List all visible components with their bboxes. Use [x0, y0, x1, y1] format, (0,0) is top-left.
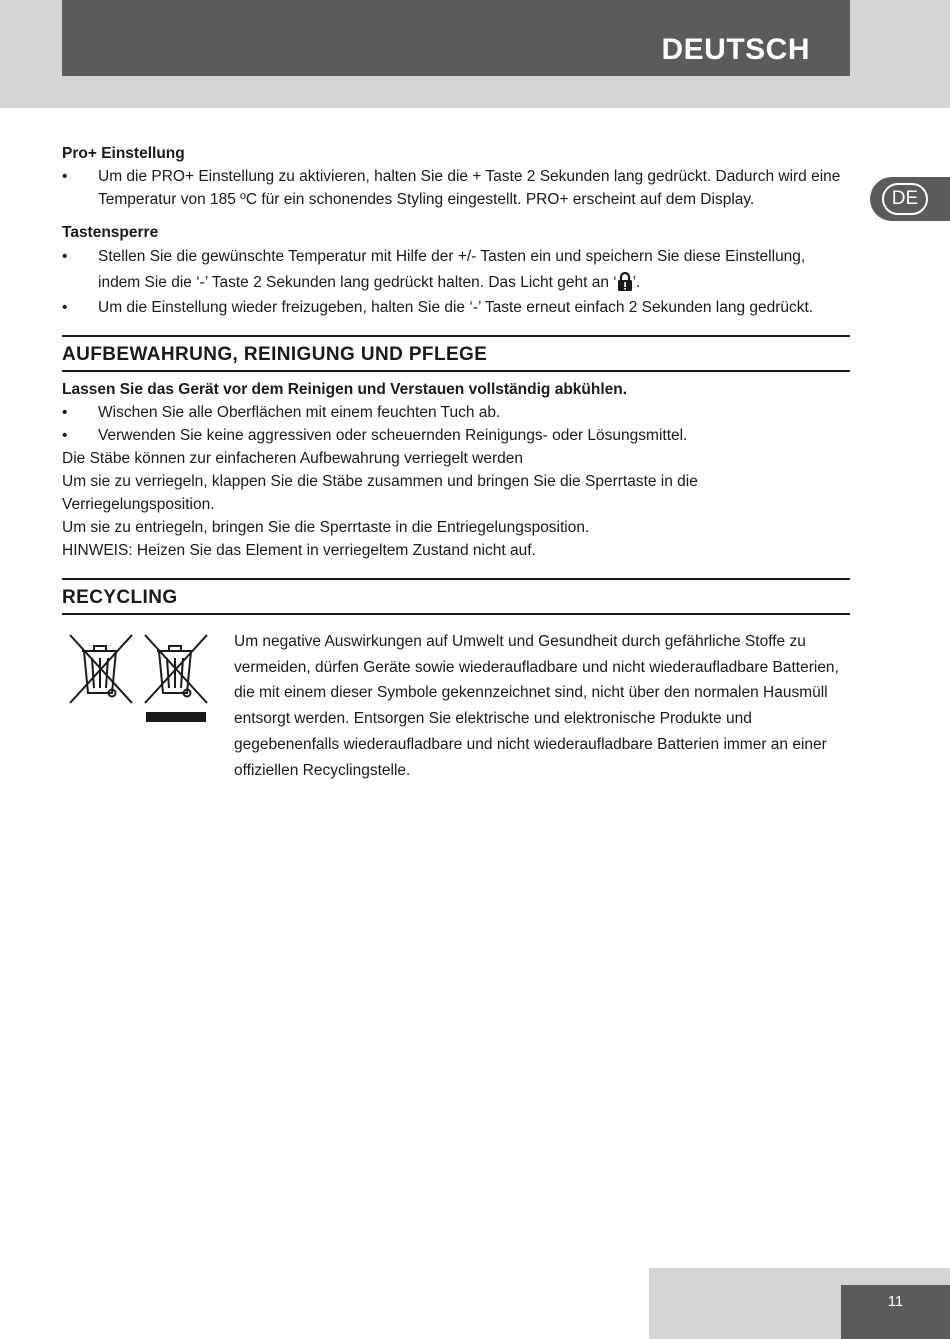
padlock-icon	[617, 271, 633, 291]
page-content	[62, 142, 850, 799]
language-tab	[870, 177, 950, 221]
list-item: • Wischen Sie alle Oberflächen mit einem feuchten Tuch ab.	[62, 401, 850, 424]
care-warning: Lassen Sie das Gerät vor dem Reinigen und Verstauen vollständig abkühlen.	[62, 381, 628, 398]
recycling-text: Um negative Auswirkungen auf Umwelt und Gesundheit durch gefährliche Stoffe zu vermeiden, dürfen Geräte sowie wiederaufladbare und nicht wiederaufladbare Batterien, die mit einem dieser Symbole gekennzeichnet sind, nicht über den normalen Hausmüll entsorgt werden. Entsorgen Sie elektrische und elektronische Produkte und gegebenenfalls wiederaufladbare und nicht wiederaufladbare Batterien immer an einer offiziellen Recyclingstelle.	[234, 633, 839, 779]
list-item: • Um die PRO+ Einstellung zu aktivieren, halten Sie die + Taste 2 Sekunden lang gedrückt. Dadurch wird eine Temperatur von 185 ºC für ein schonendes Styling eingestellt. PRO+ erscheint auf dem Display.	[62, 165, 850, 211]
page-number: 11	[841, 1285, 950, 1339]
key-lock-text-after: ’.	[632, 274, 641, 291]
key-lock-text-before: Stellen Sie die gewünschte Temperatur mit Hilfe der +/- Tasten ein und speichern Sie diese Einstellung, indem Sie die ‘-’ Taste 2 Sekunden lang gedrückt halten. Das Licht geht an ‘	[98, 248, 806, 291]
list-item: • Um die Einstellung wieder freizugeben, halten Sie die ‘-’ Taste erneut einfach 2 Sekunden lang gedrückt.	[62, 296, 850, 319]
page-header	[62, 0, 850, 76]
key-lock-list	[62, 244, 850, 319]
care-line: Um sie zu verriegeln, klappen Sie die Stäbe zusammen und bringen Sie die Sperrtaste in die Verriegelungsposition.	[62, 473, 698, 513]
recycling-block	[62, 629, 850, 799]
language-badge: DE	[882, 183, 928, 215]
care-list	[62, 401, 850, 447]
care-note: HINWEIS: Heizen Sie das Element in verriegeltem Zustand nicht auf.	[62, 542, 536, 559]
page-language-title: DEUTSCH	[661, 33, 810, 66]
solid-bar-icon	[146, 712, 206, 722]
list-item: • Verwenden Sie keine aggressiven oder scheuernden Reinigungs- oder Lösungsmittel.	[62, 424, 850, 447]
crossed-bin-icon	[68, 633, 213, 723]
care-heading: AUFBEWAHRUNG, REINIGUNG UND PFLEGE	[62, 335, 850, 372]
list-item	[62, 244, 850, 296]
key-lock-title: Tastensperre	[62, 224, 159, 241]
care-line: Die Stäbe können zur einfacheren Aufbewahrung verriegelt werden	[62, 450, 523, 467]
pro-setting-title: Pro+ Einstellung	[62, 145, 185, 162]
pro-setting-list	[62, 165, 850, 211]
care-line: Um sie zu entriegeln, bringen Sie die Sperrtaste in die Entriegelungsposition.	[62, 519, 590, 536]
recycling-heading: RECYCLING	[62, 578, 850, 615]
